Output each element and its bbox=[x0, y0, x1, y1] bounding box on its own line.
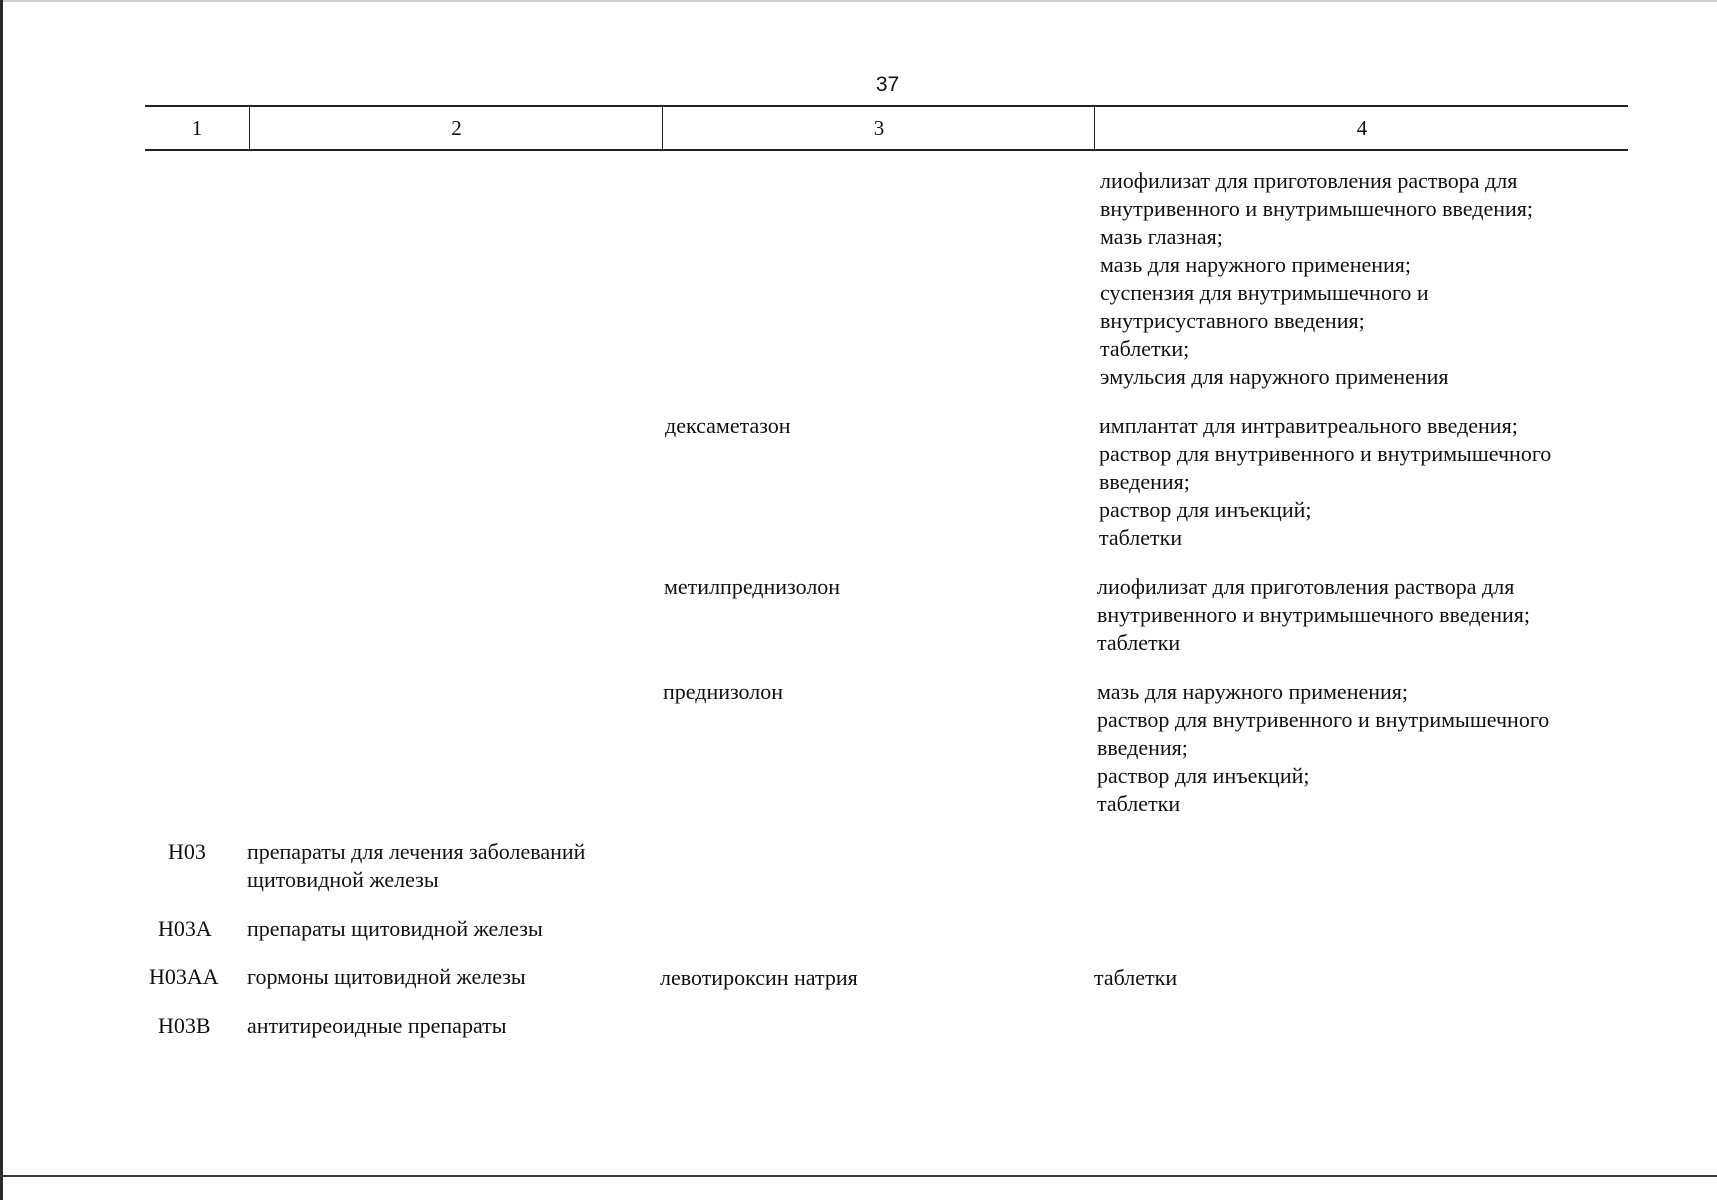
page-number: 37 bbox=[875, 73, 900, 96]
code-cell: H03B bbox=[158, 1013, 211, 1038]
substance-cell: дексаметазон bbox=[665, 413, 791, 438]
code-cell: H03 bbox=[168, 839, 206, 864]
group-cell: гормоны щитовидной железы bbox=[247, 964, 526, 989]
substance-cell: левотироксин натрия bbox=[660, 965, 858, 990]
code-cell: H03A bbox=[158, 916, 212, 941]
substance-cell: метилпреднизолон bbox=[664, 574, 841, 599]
table-header-row bbox=[145, 105, 1628, 151]
group-cell: антитиреоидные препараты bbox=[247, 1013, 507, 1038]
forms-cell: лиофилизат для приготовления раствора для внутривенного и внутримышечного введения; мазь глазная; мазь для наружного применения; суспензия для внутримышечного и внутрисуставного введения; таблетки; эмульсия для наружного применения bbox=[1100, 168, 1533, 389]
forms-cell: таблетки bbox=[1094, 965, 1178, 990]
header-col-1: 1 bbox=[191, 115, 203, 140]
header-col-3: 3 bbox=[662, 107, 1095, 149]
scan-edge-bottom bbox=[0, 1175, 1717, 1177]
forms-cell: лиофилизат для приготовления раствора для внутривенного и внутримышечного введения; таблетки bbox=[1097, 574, 1530, 655]
scan-edge-top bbox=[0, 0, 1717, 2]
group-cell: препараты щитовидной железы bbox=[247, 916, 543, 941]
header-col-2: 2 bbox=[249, 107, 663, 149]
code-cell: H03AA bbox=[149, 964, 219, 989]
forms-cell: имплантат для интравитреального введения; раствор для внутривенного и внутримышечного введения; раствор для инъекций; таблетки bbox=[1099, 413, 1552, 550]
scan-edge-left bbox=[0, 0, 3, 1200]
substance-cell: преднизолон bbox=[663, 679, 784, 704]
group-cell: препараты для лечения заболеваний щитовидной железы bbox=[247, 839, 586, 892]
forms-cell: мазь для наружного применения; раствор для внутривенного и внутримышечного введения; раствор для инъекций; таблетки bbox=[1097, 679, 1550, 816]
header-col-4: 4 bbox=[1094, 107, 1629, 149]
